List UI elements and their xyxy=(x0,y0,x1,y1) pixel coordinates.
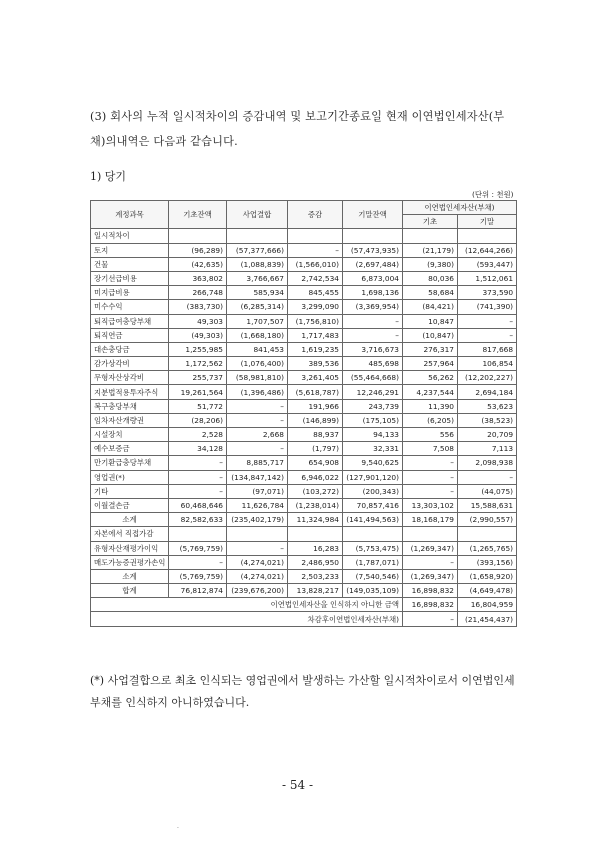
group-row-temporary xyxy=(91,229,517,243)
value-cell: 266,748 xyxy=(169,286,227,300)
value-cell: (7,540,546) xyxy=(343,569,403,583)
value-cell: (1,088,839) xyxy=(227,257,288,271)
value-cell: 243,739 xyxy=(343,399,403,413)
value-cell: (5,618,787) xyxy=(288,385,343,399)
value-cell: 13,303,102 xyxy=(403,498,458,512)
row-label: 이연법인세자산을 인식하지 아니한 금액 xyxy=(91,598,403,612)
value-cell: (1,668,180) xyxy=(227,328,288,342)
empty-cell xyxy=(458,229,517,243)
row-label: 토지 xyxy=(91,243,169,257)
unrecognized-row xyxy=(91,598,517,612)
value-cell: 11,390 xyxy=(403,399,458,413)
value-cell: (1,756,810) xyxy=(288,314,343,328)
row-label: 이월결손금 xyxy=(91,498,169,512)
value-cell: (97,071) xyxy=(227,484,288,498)
value-cell: (1,797) xyxy=(288,442,343,456)
row-label: 차감후이연법인세자산(부채) xyxy=(91,612,403,626)
value-cell: (49,303) xyxy=(169,328,227,342)
value-cell: (4,274,021) xyxy=(227,555,288,569)
table-row xyxy=(91,314,517,328)
value-cell: (175,105) xyxy=(343,413,403,427)
header-deferred: 이연법인세자산(부채) xyxy=(403,201,517,215)
table-row xyxy=(91,456,517,470)
value-cell: 556 xyxy=(403,428,458,442)
row-label: 만기환급충당부채 xyxy=(91,456,169,470)
value-cell: 3,261,405 xyxy=(288,371,343,385)
value-cell: – xyxy=(403,555,458,569)
value-cell: (2,990,557) xyxy=(458,513,517,527)
value-cell: (4,274,021) xyxy=(227,569,288,583)
value-cell: 841,453 xyxy=(227,342,288,356)
value-cell: – xyxy=(458,314,517,328)
value-cell: (55,464,668) xyxy=(343,371,403,385)
value-cell: – xyxy=(288,243,343,257)
value-cell: 3,299,090 xyxy=(288,300,343,314)
value-cell: 2,528 xyxy=(169,428,227,442)
value-cell: (134,847,142) xyxy=(227,470,288,484)
group-label: 자본에서 직접가감 xyxy=(91,527,169,541)
value-cell: (5,769,759) xyxy=(169,541,227,555)
value-cell: 1,619,235 xyxy=(288,342,343,356)
value-cell: 2,694,184 xyxy=(458,385,517,399)
row-label: 장기선급비용 xyxy=(91,271,169,285)
value-cell: (1,396,486) xyxy=(227,385,288,399)
value-cell: 16,898,832 xyxy=(403,584,458,598)
value-cell: 106,854 xyxy=(458,357,517,371)
value-cell: 363,802 xyxy=(169,271,227,285)
row-label: 임차자산개량권 xyxy=(91,413,169,427)
value-cell: (1,787,071) xyxy=(343,555,403,569)
value-cell: 20,709 xyxy=(458,428,517,442)
value-cell: 51,772 xyxy=(169,399,227,413)
value-cell: 1,707,507 xyxy=(227,314,288,328)
deferred-tax-table xyxy=(90,188,517,627)
value-cell: 257,964 xyxy=(403,357,458,371)
value-cell: 94,133 xyxy=(343,428,403,442)
value-cell: – xyxy=(403,456,458,470)
value-cell: 16,898,832 xyxy=(403,598,458,612)
page-number: - 54 - xyxy=(281,778,313,792)
value-cell: (4,649,478) xyxy=(458,584,517,598)
row-label: 미지급비용 xyxy=(91,286,169,300)
value-cell: 1,717,483 xyxy=(288,328,343,342)
value-cell: (741,390) xyxy=(458,300,517,314)
bottom-mark: . xyxy=(177,823,179,830)
table-row xyxy=(91,257,517,271)
value-cell: (593,447) xyxy=(458,257,517,271)
value-cell: (6,205) xyxy=(403,413,458,427)
row-label: 미수수익 xyxy=(91,300,169,314)
row-label: 퇴직급여충당부채 xyxy=(91,314,169,328)
value-cell: – xyxy=(458,328,517,342)
value-cell: (57,473,935) xyxy=(343,243,403,257)
value-cell: 2,098,938 xyxy=(458,456,517,470)
value-cell: 88,937 xyxy=(288,428,343,442)
value-cell: 13,828,217 xyxy=(288,584,343,598)
table-row xyxy=(91,286,517,300)
value-cell: (393,156) xyxy=(458,555,517,569)
table-row xyxy=(91,243,517,257)
value-cell: 11,626,784 xyxy=(227,498,288,512)
empty-cell xyxy=(288,229,343,243)
value-cell: (2,697,484) xyxy=(343,257,403,271)
row-label: 지분법적용투자주식 xyxy=(91,385,169,399)
total-row xyxy=(91,584,517,598)
table-row xyxy=(91,399,517,413)
value-cell: – xyxy=(403,612,458,626)
empty-cell xyxy=(403,229,458,243)
unit-row xyxy=(91,188,517,201)
table-row xyxy=(91,484,517,498)
value-cell: – xyxy=(403,470,458,484)
empty-cell xyxy=(227,229,288,243)
row-label: 영업권(*) xyxy=(91,470,169,484)
value-cell: (6,285,314) xyxy=(227,300,288,314)
row-label: 기타 xyxy=(91,484,169,498)
value-cell: (5,769,759) xyxy=(169,569,227,583)
value-cell: 18,168,179 xyxy=(403,513,458,527)
value-cell: 16,283 xyxy=(288,541,343,555)
value-cell: 10,847 xyxy=(403,314,458,328)
header-deferred-open: 기초 xyxy=(403,215,458,229)
value-cell: (21,179) xyxy=(403,243,458,257)
value-cell: 2,503,233 xyxy=(288,569,343,583)
empty-cell xyxy=(343,229,403,243)
row-label: 무형자산상각비 xyxy=(91,371,169,385)
value-cell: 34,128 xyxy=(169,442,227,456)
value-cell: (146,899) xyxy=(288,413,343,427)
value-cell: (96,289) xyxy=(169,243,227,257)
value-cell: 3,716,673 xyxy=(343,342,403,356)
table-row xyxy=(91,413,517,427)
value-cell: 1,698,136 xyxy=(343,286,403,300)
value-cell: (1,076,400) xyxy=(227,357,288,371)
row-label: 복구충당부채 xyxy=(91,399,169,413)
empty-cell xyxy=(169,527,227,541)
value-cell: 3,766,667 xyxy=(227,271,288,285)
group-label: 일시적차이 xyxy=(91,229,169,243)
value-cell: 70,857,416 xyxy=(343,498,403,512)
value-cell: (1,658,920) xyxy=(458,569,517,583)
value-cell: 56,262 xyxy=(403,371,458,385)
value-cell: – xyxy=(458,470,517,484)
value-cell: 4,237,544 xyxy=(403,385,458,399)
value-cell: (1,265,765) xyxy=(458,541,517,555)
value-cell: (12,644,266) xyxy=(458,243,517,257)
value-cell: 58,684 xyxy=(403,286,458,300)
value-cell: 80,036 xyxy=(403,271,458,285)
value-cell: (235,402,179) xyxy=(227,513,288,527)
value-cell: 16,804,959 xyxy=(458,598,517,612)
header-row-1 xyxy=(91,201,517,215)
value-cell: (383,730) xyxy=(169,300,227,314)
value-cell: – xyxy=(227,399,288,413)
row-label: 감가상각비 xyxy=(91,357,169,371)
value-cell: – xyxy=(169,470,227,484)
value-cell: – xyxy=(403,484,458,498)
value-cell: (58,981,810) xyxy=(227,371,288,385)
table-row xyxy=(91,328,517,342)
value-cell: 2,668 xyxy=(227,428,288,442)
value-cell: (9,380) xyxy=(403,257,458,271)
value-cell: 389,536 xyxy=(288,357,343,371)
value-cell: (103,272) xyxy=(288,484,343,498)
net-row xyxy=(91,612,517,626)
value-cell: (12,202,227) xyxy=(458,371,517,385)
table-row xyxy=(91,442,517,456)
empty-cell xyxy=(288,527,343,541)
intro-paragraph: (3) 회사의 누적 일시적차이의 증감내역 및 보고기간종료일 현재 이연법인세자산(부채)의내역은 다음과 같습니다. xyxy=(90,110,505,148)
value-cell: (10,847) xyxy=(403,328,458,342)
table-row xyxy=(91,342,517,356)
row-label: 소계 xyxy=(91,569,169,583)
value-cell: (200,343) xyxy=(343,484,403,498)
value-cell: (38,523) xyxy=(458,413,517,427)
value-cell: (3,369,954) xyxy=(343,300,403,314)
value-cell: (149,035,109) xyxy=(343,584,403,598)
row-label: 합계 xyxy=(91,584,169,598)
value-cell: 49,303 xyxy=(169,314,227,328)
value-cell: 60,468,646 xyxy=(169,498,227,512)
group-row-equity xyxy=(91,527,517,541)
value-cell: (141,494,563) xyxy=(343,513,403,527)
empty-cell xyxy=(343,527,403,541)
empty-cell xyxy=(458,527,517,541)
value-cell: (57,377,666) xyxy=(227,243,288,257)
row-label: 예수보증금 xyxy=(91,442,169,456)
value-cell: (1,238,014) xyxy=(288,498,343,512)
header-change: 증감 xyxy=(288,201,343,229)
empty-cell xyxy=(169,229,227,243)
value-cell: 2,486,950 xyxy=(288,555,343,569)
row-label: 매도가능증권평가손익 xyxy=(91,555,169,569)
row-label: 시설장치 xyxy=(91,428,169,442)
value-cell: (1,269,347) xyxy=(403,569,458,583)
value-cell: 2,742,534 xyxy=(288,271,343,285)
value-cell: – xyxy=(343,328,403,342)
table-row xyxy=(91,371,517,385)
header-account: 계정과목 xyxy=(91,201,169,229)
value-cell: – xyxy=(169,484,227,498)
value-cell: (21,454,437) xyxy=(458,612,517,626)
section-title: 1) 당기 xyxy=(90,170,127,183)
value-cell: – xyxy=(343,314,403,328)
value-cell: 654,908 xyxy=(288,456,343,470)
value-cell: – xyxy=(227,413,288,427)
table-row xyxy=(91,271,517,285)
row-label: 건물 xyxy=(91,257,169,271)
header-closing: 기말잔액 xyxy=(343,201,403,229)
value-cell: 845,455 xyxy=(288,286,343,300)
value-cell: 373,590 xyxy=(458,286,517,300)
value-cell: 19,261,564 xyxy=(169,385,227,399)
value-cell: (1,269,347) xyxy=(403,541,458,555)
unit-label: (단위 : 천원) xyxy=(91,188,517,201)
table-row xyxy=(91,300,517,314)
value-cell: (239,676,200) xyxy=(227,584,288,598)
value-cell: – xyxy=(227,442,288,456)
value-cell: (44,075) xyxy=(458,484,517,498)
header-merger: 사업결합 xyxy=(227,201,288,229)
value-cell: 6,873,004 xyxy=(343,271,403,285)
value-cell: 817,668 xyxy=(458,342,517,356)
value-cell: 7,113 xyxy=(458,442,517,456)
value-cell: 8,885,717 xyxy=(227,456,288,470)
table-row xyxy=(91,428,517,442)
value-cell: 1,172,562 xyxy=(169,357,227,371)
value-cell: 53,623 xyxy=(458,399,517,413)
empty-cell xyxy=(227,527,288,541)
table-row xyxy=(91,470,517,484)
value-cell: 7,508 xyxy=(403,442,458,456)
value-cell: (42,635) xyxy=(169,257,227,271)
row-label: 소계 xyxy=(91,513,169,527)
row-label: 대손충당금 xyxy=(91,342,169,356)
header-opening: 기초잔액 xyxy=(169,201,227,229)
value-cell: 1,255,985 xyxy=(169,342,227,356)
table-row xyxy=(91,385,517,399)
value-cell: (84,421) xyxy=(403,300,458,314)
value-cell: 485,698 xyxy=(343,357,403,371)
value-cell: – xyxy=(227,541,288,555)
header-deferred-close: 기말 xyxy=(458,215,517,229)
value-cell: 12,246,291 xyxy=(343,385,403,399)
value-cell: 1,512,061 xyxy=(458,271,517,285)
value-cell: 6,946,022 xyxy=(288,470,343,484)
table-row xyxy=(91,541,517,555)
value-cell: – xyxy=(169,555,227,569)
footnote: (*) 사업결합으로 최초 인식되는 영업권에서 발생하는 가산할 일시적차이로서 이연법인세부채를 인식하지 아니하였습니다. xyxy=(90,674,515,709)
value-cell: (1,566,010) xyxy=(288,257,343,271)
value-cell: (5,753,475) xyxy=(343,541,403,555)
value-cell: (127,901,120) xyxy=(343,470,403,484)
value-cell: (28,206) xyxy=(169,413,227,427)
value-cell: 276,317 xyxy=(403,342,458,356)
value-cell: 255,737 xyxy=(169,371,227,385)
value-cell: 76,812,874 xyxy=(169,584,227,598)
value-cell: 585,934 xyxy=(227,286,288,300)
empty-cell xyxy=(403,527,458,541)
value-cell: 15,588,631 xyxy=(458,498,517,512)
value-cell: 9,540,625 xyxy=(343,456,403,470)
value-cell: 32,331 xyxy=(343,442,403,456)
row-label: 퇴직연금 xyxy=(91,328,169,342)
value-cell: 11,324,984 xyxy=(288,513,343,527)
value-cell: 191,966 xyxy=(288,399,343,413)
value-cell: 82,582,633 xyxy=(169,513,227,527)
row-label: 유형자산재평가이익 xyxy=(91,541,169,555)
table-row xyxy=(91,357,517,371)
subtotal-row xyxy=(91,513,517,527)
value-cell: – xyxy=(169,456,227,470)
table-row xyxy=(91,498,517,512)
table-row xyxy=(91,555,517,569)
subtotal-row xyxy=(91,569,517,583)
